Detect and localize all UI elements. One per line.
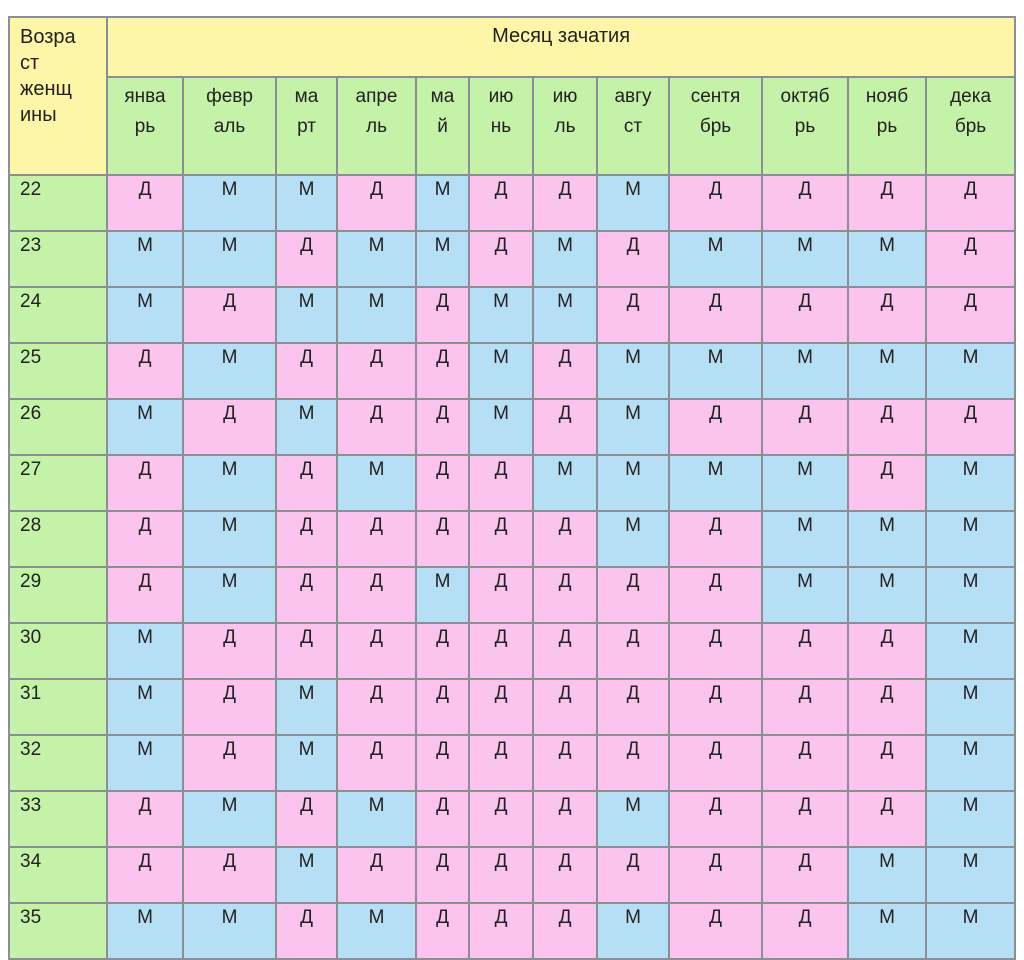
girl-cell: Д	[597, 735, 669, 791]
girl-cell: Д	[848, 791, 926, 847]
boy-cell: М	[533, 455, 597, 511]
girl-cell: Д	[107, 847, 183, 903]
girl-cell: Д	[533, 343, 597, 399]
table-title	[107, 17, 1015, 77]
girl-cell: Д	[416, 623, 469, 679]
boy-cell: М	[337, 287, 416, 343]
table-row	[9, 735, 1015, 791]
girl-cell: Д	[533, 567, 597, 623]
girl-cell: Д	[926, 287, 1015, 343]
age-cell: 27	[9, 455, 107, 511]
boy-cell: М	[533, 287, 597, 343]
age-column-header-label: Возра ст женщ ины	[20, 26, 76, 126]
boy-cell: М	[337, 455, 416, 511]
girl-cell: Д	[848, 679, 926, 735]
girl-cell: Д	[337, 735, 416, 791]
table-row	[9, 343, 1015, 399]
table-row	[9, 511, 1015, 567]
girl-cell: Д	[669, 847, 762, 903]
boy-cell: М	[183, 791, 276, 847]
table-row	[9, 791, 1015, 847]
boy-cell: М	[107, 231, 183, 287]
girl-cell: Д	[337, 679, 416, 735]
girl-cell: Д	[469, 679, 533, 735]
girl-cell: Д	[597, 231, 669, 287]
girl-cell: Д	[533, 847, 597, 903]
table-row	[9, 847, 1015, 903]
girl-cell: Д	[276, 231, 337, 287]
month-header: дека брь	[926, 77, 1015, 175]
boy-cell: М	[926, 343, 1015, 399]
girl-cell: Д	[107, 791, 183, 847]
girl-cell: Д	[669, 399, 762, 455]
girl-cell: Д	[762, 903, 848, 959]
girl-cell: Д	[597, 847, 669, 903]
boy-cell: М	[597, 903, 669, 959]
boy-cell: М	[107, 287, 183, 343]
girl-cell: Д	[416, 903, 469, 959]
girl-cell: Д	[848, 175, 926, 231]
month-header: ию нь	[469, 77, 533, 175]
girl-cell: Д	[669, 175, 762, 231]
girl-cell: Д	[337, 847, 416, 903]
girl-cell: Д	[533, 623, 597, 679]
girl-cell: Д	[416, 791, 469, 847]
boy-cell: М	[183, 175, 276, 231]
month-header: янва рь	[107, 77, 183, 175]
boy-cell: М	[107, 679, 183, 735]
age-cell: 32	[9, 735, 107, 791]
girl-cell: Д	[762, 623, 848, 679]
boy-cell: М	[597, 175, 669, 231]
boy-cell: М	[469, 343, 533, 399]
age-cell: 29	[9, 567, 107, 623]
girl-cell: Д	[337, 343, 416, 399]
girl-cell: Д	[533, 175, 597, 231]
table-row	[9, 623, 1015, 679]
girl-cell: Д	[107, 567, 183, 623]
boy-cell: М	[276, 287, 337, 343]
boy-cell: М	[533, 231, 597, 287]
girl-cell: Д	[533, 511, 597, 567]
boy-cell: М	[926, 623, 1015, 679]
girl-cell: Д	[669, 679, 762, 735]
age-cell: 33	[9, 791, 107, 847]
table-title-label: Месяц зачатия	[492, 25, 631, 47]
boy-cell: М	[762, 567, 848, 623]
age-cell: 24	[9, 287, 107, 343]
girl-cell: Д	[276, 791, 337, 847]
age-cell: 34	[9, 847, 107, 903]
boy-cell: М	[337, 231, 416, 287]
boy-cell: М	[597, 511, 669, 567]
girl-cell: Д	[762, 287, 848, 343]
boy-cell: М	[926, 679, 1015, 735]
boy-cell: М	[848, 231, 926, 287]
girl-cell: Д	[276, 567, 337, 623]
boy-cell: М	[416, 175, 469, 231]
girl-cell: Д	[276, 455, 337, 511]
girl-cell: Д	[469, 735, 533, 791]
boy-cell: М	[597, 343, 669, 399]
age-cell: 22	[9, 175, 107, 231]
girl-cell: Д	[337, 399, 416, 455]
boy-cell: М	[762, 455, 848, 511]
boy-cell: М	[848, 343, 926, 399]
month-header: сентя брь	[669, 77, 762, 175]
boy-cell: М	[926, 847, 1015, 903]
month-header: нояб рь	[848, 77, 926, 175]
girl-cell: Д	[848, 623, 926, 679]
girl-cell: Д	[597, 287, 669, 343]
girl-cell: Д	[533, 679, 597, 735]
girl-cell: Д	[416, 455, 469, 511]
girl-cell: Д	[762, 679, 848, 735]
girl-cell: Д	[762, 791, 848, 847]
conception-table	[8, 16, 1016, 960]
month-header: октяб рь	[762, 77, 848, 175]
girl-cell: Д	[926, 231, 1015, 287]
boy-cell: М	[337, 903, 416, 959]
table-row	[9, 399, 1015, 455]
boy-cell: М	[669, 231, 762, 287]
age-cell: 35	[9, 903, 107, 959]
girl-cell: Д	[762, 847, 848, 903]
boy-cell: М	[762, 343, 848, 399]
month-header: ию ль	[533, 77, 597, 175]
girl-cell: Д	[276, 623, 337, 679]
girl-cell: Д	[669, 623, 762, 679]
boy-cell: М	[848, 567, 926, 623]
girl-cell: Д	[669, 511, 762, 567]
girl-cell: Д	[276, 343, 337, 399]
age-cell: 30	[9, 623, 107, 679]
girl-cell: Д	[276, 511, 337, 567]
girl-cell: Д	[416, 399, 469, 455]
girl-cell: Д	[533, 903, 597, 959]
girl-cell: Д	[597, 679, 669, 735]
table-row	[9, 455, 1015, 511]
boy-cell: М	[848, 511, 926, 567]
girl-cell: Д	[469, 231, 533, 287]
boy-cell: М	[107, 399, 183, 455]
boy-cell: М	[762, 231, 848, 287]
gender-prediction-chart	[8, 16, 1014, 960]
table-row	[9, 567, 1015, 623]
girl-cell: Д	[183, 679, 276, 735]
girl-cell: Д	[469, 567, 533, 623]
girl-cell: Д	[533, 735, 597, 791]
month-header: ма й	[416, 77, 469, 175]
girl-cell: Д	[469, 903, 533, 959]
boy-cell: М	[469, 287, 533, 343]
girl-cell: Д	[848, 399, 926, 455]
boy-cell: М	[107, 735, 183, 791]
girl-cell: Д	[669, 287, 762, 343]
girl-cell: Д	[183, 623, 276, 679]
girl-cell: Д	[669, 791, 762, 847]
age-cell: 28	[9, 511, 107, 567]
table-row	[9, 903, 1015, 959]
table-row	[9, 175, 1015, 231]
girl-cell: Д	[469, 623, 533, 679]
girl-cell: Д	[762, 735, 848, 791]
girl-cell: Д	[107, 343, 183, 399]
age-cell: 23	[9, 231, 107, 287]
boy-cell: М	[183, 511, 276, 567]
girl-cell: Д	[337, 623, 416, 679]
girl-cell: Д	[337, 567, 416, 623]
boy-cell: М	[848, 847, 926, 903]
boy-cell: М	[926, 791, 1015, 847]
boy-cell: М	[416, 567, 469, 623]
boy-cell: М	[276, 175, 337, 231]
boy-cell: М	[183, 903, 276, 959]
girl-cell: Д	[762, 399, 848, 455]
girl-cell: Д	[669, 735, 762, 791]
boy-cell: М	[848, 903, 926, 959]
boy-cell: М	[416, 231, 469, 287]
girl-cell: Д	[276, 903, 337, 959]
girl-cell: Д	[533, 399, 597, 455]
age-cell: 25	[9, 343, 107, 399]
girl-cell: Д	[762, 175, 848, 231]
boy-cell: М	[597, 399, 669, 455]
girl-cell: Д	[107, 455, 183, 511]
girl-cell: Д	[597, 567, 669, 623]
girl-cell: Д	[183, 847, 276, 903]
girl-cell: Д	[926, 175, 1015, 231]
boy-cell: М	[276, 735, 337, 791]
girl-cell: Д	[848, 735, 926, 791]
boy-cell: М	[337, 791, 416, 847]
girl-cell: Д	[183, 735, 276, 791]
girl-cell: Д	[416, 847, 469, 903]
age-cell: 26	[9, 399, 107, 455]
girl-cell: Д	[469, 455, 533, 511]
girl-cell: Д	[848, 287, 926, 343]
girl-cell: Д	[926, 399, 1015, 455]
girl-cell: Д	[183, 287, 276, 343]
boy-cell: М	[469, 399, 533, 455]
table-row	[9, 679, 1015, 735]
table-row	[9, 231, 1015, 287]
girl-cell: Д	[469, 791, 533, 847]
girl-cell: Д	[533, 791, 597, 847]
girl-cell: Д	[107, 511, 183, 567]
boy-cell: М	[669, 343, 762, 399]
boy-cell: М	[926, 567, 1015, 623]
boy-cell: М	[276, 847, 337, 903]
boy-cell: М	[926, 455, 1015, 511]
girl-cell: Д	[337, 175, 416, 231]
table-body	[9, 175, 1015, 959]
age-column-header	[9, 17, 107, 175]
girl-cell: Д	[337, 511, 416, 567]
girl-cell: Д	[183, 399, 276, 455]
boy-cell: М	[276, 399, 337, 455]
month-header: авгу ст	[597, 77, 669, 175]
boy-cell: М	[926, 511, 1015, 567]
boy-cell: М	[597, 455, 669, 511]
boy-cell: М	[183, 343, 276, 399]
girl-cell: Д	[669, 903, 762, 959]
girl-cell: Д	[469, 847, 533, 903]
table-row	[9, 287, 1015, 343]
boy-cell: М	[183, 455, 276, 511]
girl-cell: Д	[597, 623, 669, 679]
boy-cell: М	[669, 455, 762, 511]
month-header: февр аль	[183, 77, 276, 175]
boy-cell: М	[597, 791, 669, 847]
girl-cell: Д	[469, 175, 533, 231]
girl-cell: Д	[669, 567, 762, 623]
girl-cell: Д	[416, 735, 469, 791]
header-row-title	[9, 17, 1015, 77]
girl-cell: Д	[416, 679, 469, 735]
girl-cell: Д	[848, 455, 926, 511]
boy-cell: М	[926, 735, 1015, 791]
boy-cell: М	[107, 903, 183, 959]
girl-cell: Д	[416, 287, 469, 343]
boy-cell: М	[183, 567, 276, 623]
boy-cell: М	[926, 903, 1015, 959]
girl-cell: Д	[416, 511, 469, 567]
month-header: ма рт	[276, 77, 337, 175]
header-row-months	[9, 77, 1015, 175]
girl-cell: Д	[416, 343, 469, 399]
boy-cell: М	[276, 679, 337, 735]
boy-cell: М	[762, 511, 848, 567]
boy-cell: М	[107, 623, 183, 679]
month-header: апре ль	[337, 77, 416, 175]
girl-cell: Д	[469, 511, 533, 567]
boy-cell: М	[183, 231, 276, 287]
age-cell: 31	[9, 679, 107, 735]
girl-cell: Д	[107, 175, 183, 231]
